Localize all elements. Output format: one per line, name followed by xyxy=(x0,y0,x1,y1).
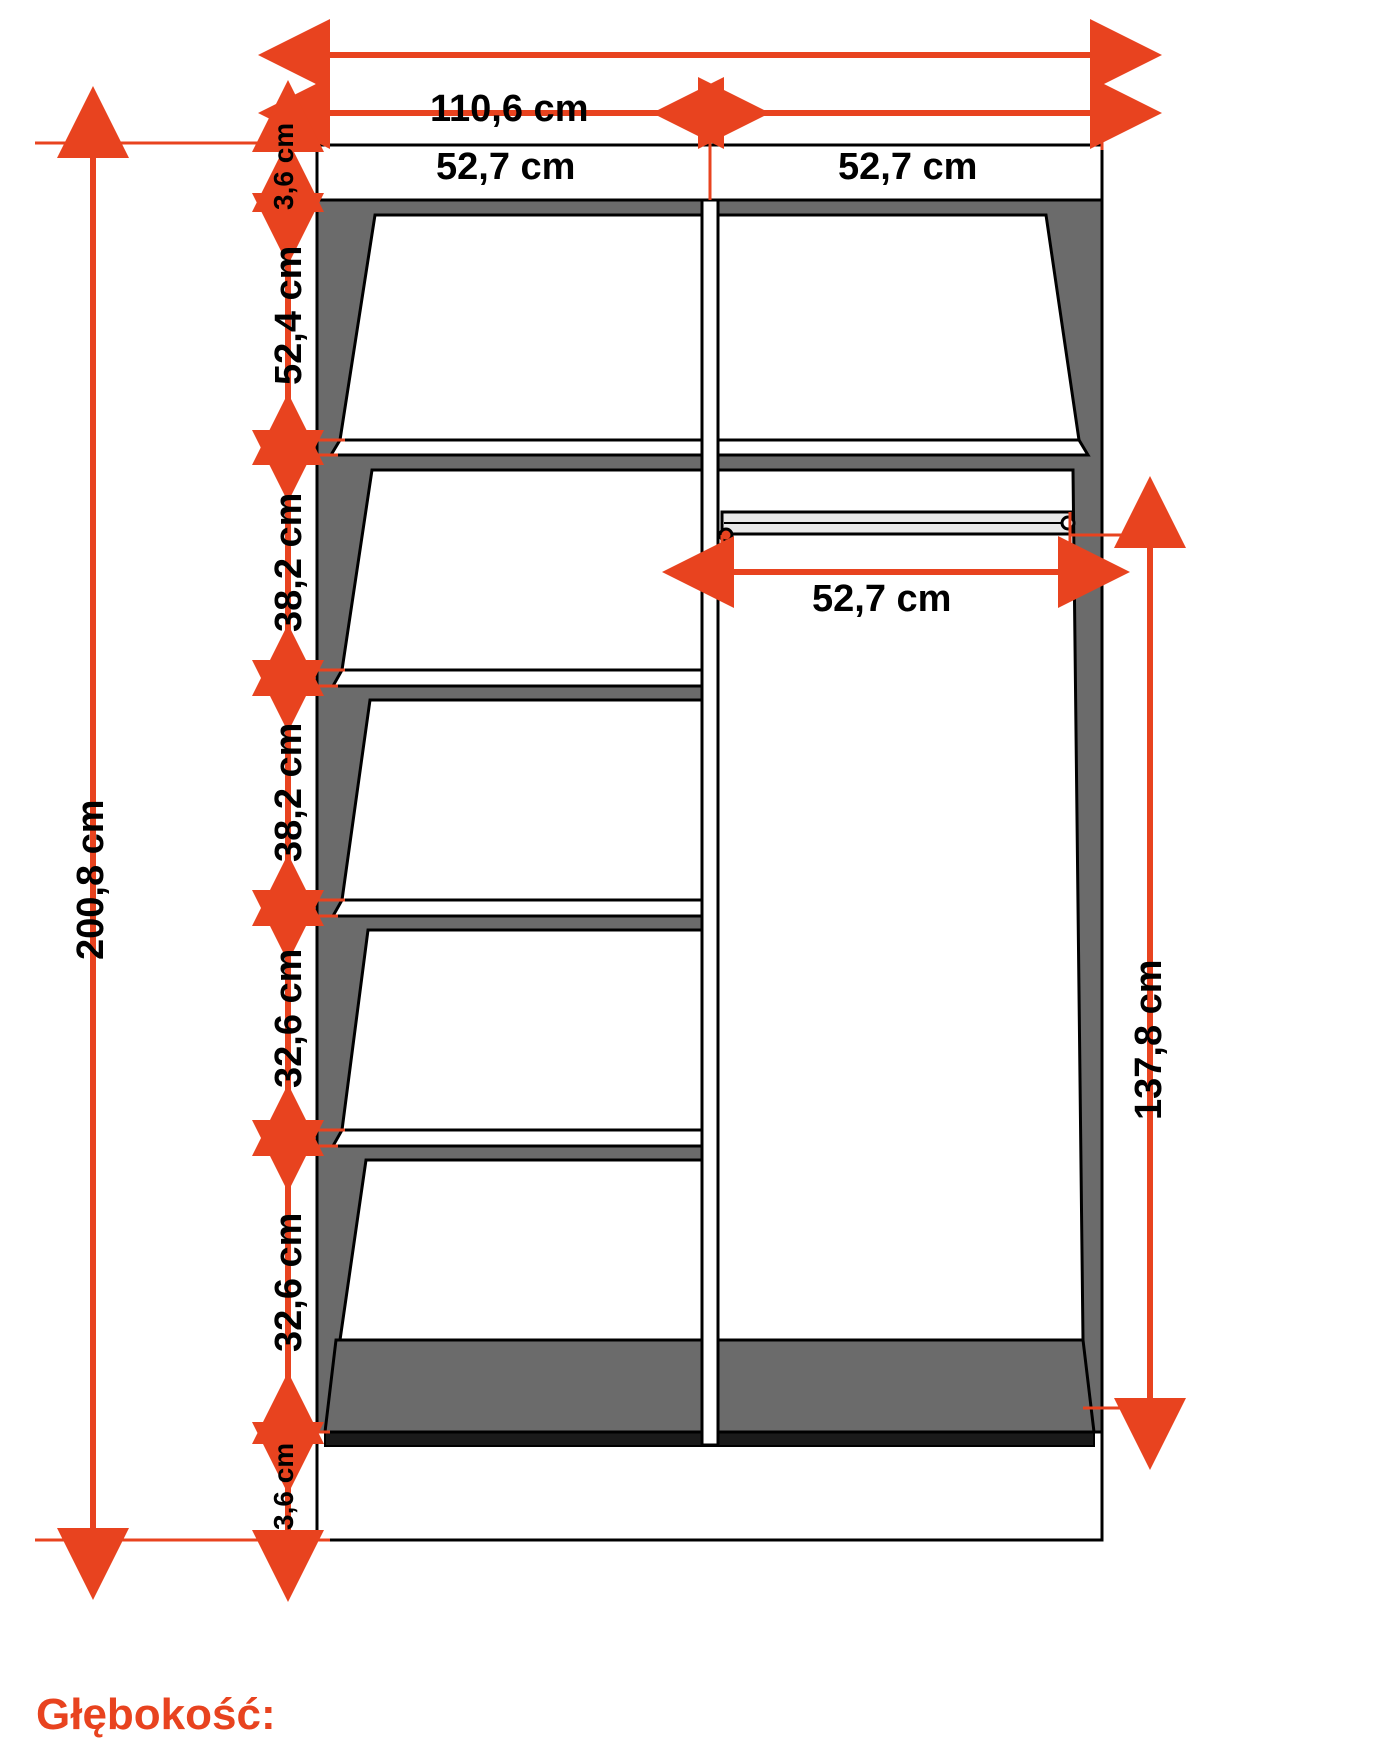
label-gap-2: 38,2 cm xyxy=(268,492,310,632)
wardrobe-carcass xyxy=(317,145,1102,1540)
label-right-col-height: 137,8 cm xyxy=(1128,959,1170,1120)
label-depth: Głębokość: xyxy=(36,1690,276,1739)
label-total-height: 200,8 cm xyxy=(70,799,112,960)
label-gap-1: 52,4 cm xyxy=(268,245,310,385)
label-left-width: 52,7 cm xyxy=(436,146,576,188)
label-bottom-panel-height: 3,6 cm xyxy=(268,1442,299,1530)
label-gap-3: 38,2 cm xyxy=(268,722,310,862)
label-gap-5: 32,6 cm xyxy=(268,1212,310,1352)
label-gap-4: 32,6 cm xyxy=(268,948,310,1088)
label-top-panel-height: 3,6 cm xyxy=(268,122,299,210)
label-right-width: 52,7 cm xyxy=(838,146,978,188)
label-rail-width: 52,7 cm xyxy=(812,578,952,620)
label-total-width: 110,6 cm xyxy=(430,88,589,130)
